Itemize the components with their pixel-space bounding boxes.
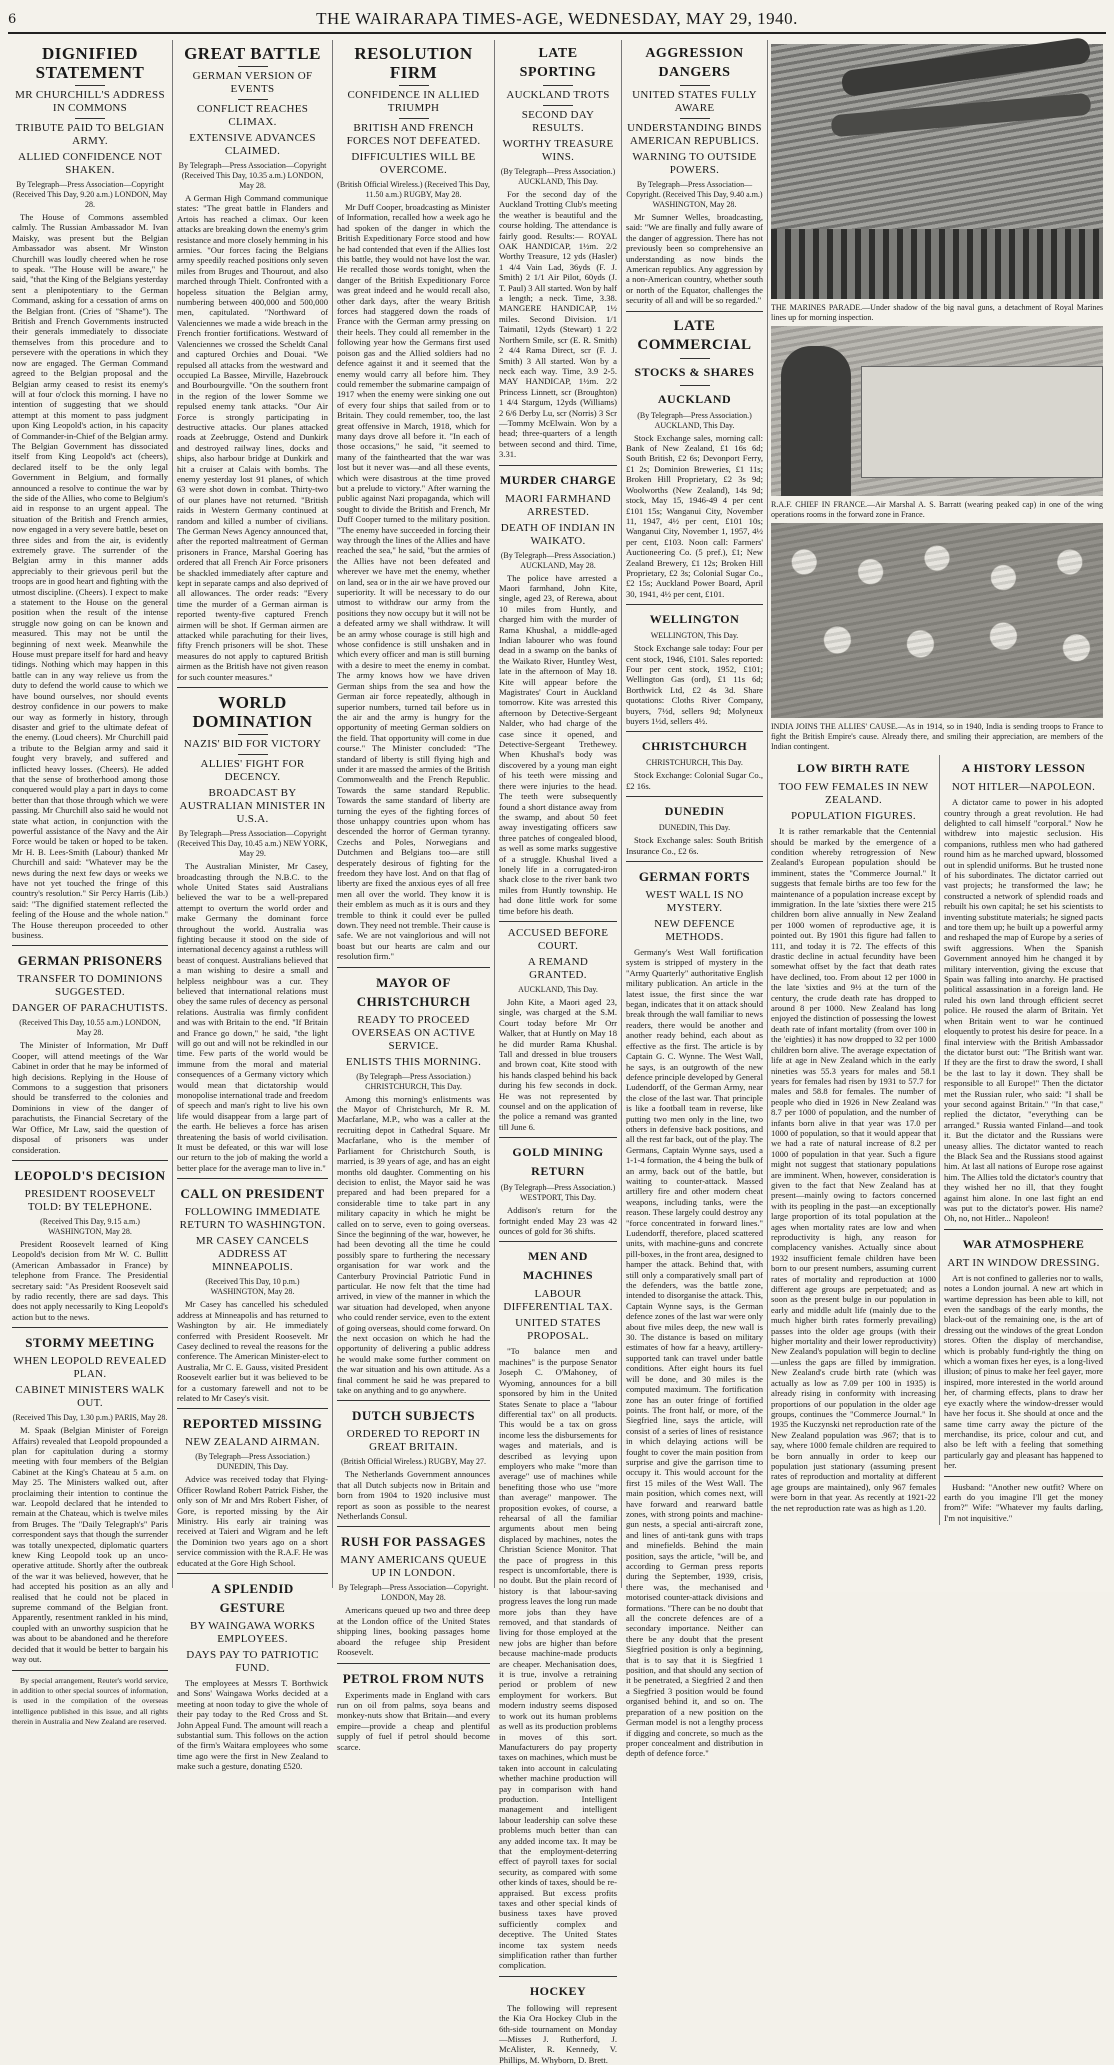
- subhead: ACCUSED BEFORE COURT.: [507, 926, 609, 952]
- subhead: CABINET MINISTERS WALK OUT.: [15, 1384, 165, 1410]
- article-body: John Kite, a Maori aged 23, single, was charged at the S.M. Court today before Mr Orr Walker, that at Huntly on May 18 he did murder Rama Khushal. Tall and dressed in blue trousers and brown coat, Kite stood with his hands clasped behind his back during his few seconds in dock. He was not represented by counsel and on the application of the police a remand was granted till June 6.: [499, 996, 617, 1132]
- headline-german-prisoners: GERMAN PRISONERS: [17, 953, 163, 969]
- headline-auckland: AUCKLAND: [657, 391, 732, 406]
- headline-aggression-dangers: AGGRESSION DANGERS: [645, 46, 744, 80]
- subhead: UNITED STATES FULLY AWARE: [632, 89, 757, 114]
- column-1: [8, 40, 173, 1727]
- subhead: EXTENSIVE ADVANCES CLAIMED.: [189, 132, 316, 157]
- headline-late-commercial: LATE COMMERCIAL: [637, 317, 752, 353]
- subhead: POPULATION FIGURES.: [791, 810, 916, 823]
- subhead: DAYS PAY TO PATRIOTIC FUND.: [186, 1649, 319, 1674]
- subhead: ENLISTS THIS MORNING.: [345, 1055, 482, 1068]
- article-body: Stock Exchange sales: South British Insurance Co., £2 6s.: [626, 835, 763, 856]
- subhead: MR CHURCHILL'S ADDRESS IN COMMONS: [15, 89, 165, 114]
- subhead: UNITED STATES PROPOSAL.: [515, 1317, 601, 1343]
- marines-parade-photo: [771, 44, 1103, 299]
- byline: (Received This Day, 9.15 a.m.) WASHINGTON, May 28.: [40, 1216, 140, 1236]
- subhead: ALLIED CONFIDENCE NOT SHAKEN.: [18, 151, 162, 176]
- raf-chief-photo: [771, 326, 1103, 496]
- article-body: Mr Casey has cancelled his scheduled address at Minneapolis and has returned to Washington by air. He immediately conferred with President Roosevelt. Mr Casey declined to reveal the reasons for the conference. The American Minister-elect to Australia, Mr C. E. Gauss, visited President Roosevelt earlier but it was believed to be for a customary farewell and not to be related to Mr Casey's visit.: [177, 1299, 328, 1403]
- byline: AUCKLAND, This Day.: [518, 984, 598, 994]
- column-2: [173, 40, 333, 1772]
- byline: WELLINGTON, This Day.: [650, 631, 739, 641]
- article-body: The police have arrested a Maori farmhand, John Kite, single, aged 23, of Rerewa, about 10 miles from Huntly, and charged him with the murder of Rama Khushal, a middle-aged Indian labourer who was found dead in a swamp on the banks of the Waikato River, Huntley West, late in the afternoon of May 18. Kite will appear before the Magistrates' Court in Auckland tomorrow. Kite was arrested this afternoon by Detective-Sergeant Nalder, who had charge of the case since it opened, and Detective-Sergeant Trethewey. When Khushal's body was discovered by a young man eight of his teeth were missing and there were injuries to the head. The teeth were subsequently found a short distance away from the swamp, and about 50 feet away investigating officers saw three patches of congealed blood, as well as some marks suggestive of a struggle. Khushal lived a lonely life in a corrugated-iron shack close to the river bank two miles from Huntly township. He had done little work for some time before his death.: [499, 572, 617, 916]
- article-body: M. Spaak (Belgian Minister of Foreign Affairs) revealed that Leopold propounded a plan for capitulation during a stormy meeting with four members of the Belgian Cabinet at the King's Chateau at 5 a.m. on May 25. The Ministers walked out, after proclaiming their intention to continue the war. Leopold declared that he intended to remain at the Chateau, which is twelve miles from Bruges. The "Daily Telegraph's" Paris correspondent says that though the surrender was totally unexpected, diplomatic quarters knew King Leopold took up an unco-operative attitude. Shortly after the outbreak of the war it was believed, however, that he had accepted his position as an ally and realised that he could not be placed in supreme command of the Belgian front. Apparently, resentment rankled in his mind, coupled with an unworthy suspicion that he was about to be abandoned and he therefore decided that it would be better to bargain his way out.: [12, 1425, 168, 1665]
- subhead: WORTHY TREASURE WINS.: [502, 138, 614, 163]
- article-body: The Netherlands Government announces that all Dutch subjects now in Britain and born from 1904 to 1920 inclusive must report as soon as possible to the nearest Netherlands Consul.: [337, 1469, 490, 1522]
- byline: (By Telegraph—Press Association.) AUCKLAND, May 28.: [500, 550, 616, 570]
- subhead: NOT HITLER—NAPOLEON.: [951, 781, 1096, 794]
- article-body: Addison's return for the fortnight ended May 23 was 42 ounces of gold for 36 shifts.: [499, 1205, 617, 1237]
- subhead: ART IN WINDOW DRESSING.: [947, 1256, 1100, 1269]
- byline: By Telegraph—Press Association—Copyright. LONDON, May 28.: [338, 1583, 489, 1603]
- reuters-notice: By special arrangement, Reuter's world service, in addition to other special sources of information, is used in the compilation of the overseas intelligence published in this issue, and all rights therein in Australia and New Zealand are reserved.: [12, 1675, 168, 1727]
- article-body: Americans queued up two and three deep at the London office of the United States shipping lines, booking passages home aboard the refugee ship President Roosevelt.: [337, 1605, 490, 1658]
- subhead: NEW ZEALAND AIRMAN.: [185, 1436, 320, 1449]
- subhead: BY WAINGAWA WORKS EMPLOYEES.: [189, 1620, 316, 1645]
- subhead: NEW DEFENCE METHODS.: [654, 918, 735, 944]
- subhead: A REMAND GRANTED.: [527, 955, 589, 981]
- subhead: WHEN LEOPOLD REVEALED PLAN.: [13, 1355, 167, 1381]
- byline: (By Telegraph—Press Association.) AUCKLAND, This Day.: [500, 167, 616, 186]
- byline: (Received This Day, 1.30 p.m.) PARIS, May 28.: [12, 1413, 168, 1423]
- article-body: Stock Exchange sale today: Four per cent stock, 1946, £101. Sales reported: Four per cent stock, 1952, £101; Wellington Gas (ord), £1 11s 6d; Borthwick Ltd, £2 4s 3d. Share quotations: Cloths River Company, buyers, 7½d, sellers 9d; Molyneux buyers 1½d, sellers 4½.: [626, 643, 763, 726]
- byline: By Telegraph—Press Association—Copyright. (Received This Day, 9.40 a.m.) WASHINGTON, May 28.: [626, 180, 763, 209]
- masthead: [8, 6, 1106, 34]
- article-body: For the second day of the Auckland Trotting Club's meeting the weather is beautiful and the course holding. The attendance is fairly good. Results:— ROYAL OAK HANDICAP, 1½m. 2/2 Worthy Treasure, 12 yds (Hasler) 1 4/4 Vain Lad, 36yds (F. J. Smith) 2 1/1 Air Pilot, 60yds (J. T. Paul) 3 All started. Won by half a length; a neck. Time, 3.38. MANGERE HANDICAP, 1½ miles. Second Division. 1/1 Taimatil, 12yds (Stewart) 1 2/2 Northern Smile, scr (E. R. Smith) 2 4/4 Rama Direct, scr (F. J. Smith) 3 All started. Won by a neck each way. Time, 3.9 2-5. MAY HANDICAP, 1½m. 2/2 Princess Linnett, scr (Broughton) 1 4/4 Stargum, 12yds (Williams) 2 6/6 Derby Lu, scr (Norris) 3 Scr—Tommy McElwain. Won by a head; three-quarters of a length between second and third. Time, 3.31.: [499, 189, 617, 460]
- headline-history-lesson: A HISTORY LESSON: [961, 761, 1086, 776]
- column-5: [622, 40, 768, 1759]
- joke-filler: Husband: "Another new outfit? Where on earth do you imagine I'll get the money from?" Wife: "Whatever my faults darling, I'm not inquisitive.": [943, 1481, 1103, 1523]
- subhead: NAZIS' BID FOR VICTORY: [183, 738, 322, 751]
- headline-late-sporting: LATE SPORTING: [519, 46, 597, 80]
- headline-world-domination: WORLD DOMINATION: [192, 693, 313, 732]
- headline-great-battle: GREAT BATTLE: [184, 44, 321, 63]
- subhead: BRITISH AND FRENCH FORCES NOT DEFEATED.: [346, 122, 481, 147]
- headline-hockey: HOCKEY: [529, 1983, 587, 1998]
- article-body: Stock Exchange sales, morning call: Bank of New Zealand, £1 16s 6d; South British, £2 6s; Devonport Ferry, £1 2s; Dominion Breweries, £1 11s; Broken Hill Proprietary, £2 3s 9d; Woolworths (New Zealand), 14s 9d; stock, May 15, 1946-49 4 per cent £101 15s; Wanganui City, November 11, 1947, 4½ per cent, £101 10s; Wanganui City, November 1, 1957, 4½ per cent, £103. Noon call: Farmers' Auctioneering Co. (5 pref.), £1; New Zealand Brewery, £1 12s; Broken Hill Proprietary, £2 3s; Colonial Sugar Co., £2 15s; Auckland Power Board, April 30, 1941, 4½ per cent, £101.: [626, 432, 763, 599]
- subhead: LABOUR DIFFERENTIAL TAX.: [503, 1288, 613, 1314]
- article-body: The employees at Messrs T. Borthwick and Sons' Waingawa Works decided at a meeting at noon today to give the whole of their pay today to the Red Cross and St. John Appeal Fund. The amount will reach a substantial sum. This follows on the action of the firm's Waitara employees who some time ago were the first in New Zealand to make such a gesture, donating £520.: [177, 1678, 328, 1772]
- subhead: ORDERED TO REPORT IN GREAT BRITAIN.: [346, 1428, 481, 1454]
- article-body: "To balance men and machines" is the purpose Senator Joseph C. O'Mahoney, of Wyoming, announces for a bill sponsored by him in the United States Senate to place a "labour differential tax" on all products. This would be a tax on gross income less the disbursements for wages and materials, and is described as levying upon employers who make "more than average" use of machines while benefiting those who use "more than average" manpower. The proposition evokes, of course, a rehearsal of all the familiar arguments about men being displaced by machines, notes the Christian Science Monitor. That the pace of progress in this respect is uncomfortable, there is no doubt. But the plain record of history is that labour-saving progress leaves the long run made more jobs than they have removed, and that standards of living for those employed at the new jobs are higher than before because machine-made products are cheaper. Mechanisation does, it is true, involve a retraining period or problem of new employment for workers. But modern industry seems disposed to work out its human problems as well as its production problems in moves of this sort. Manufacturers do pay property taxes on machines, which must be taken into account in calculating whether machine production will pay in comparison with hand production. Intelligent management and intelligent labour leadership can solve these problems much better than can any added income tax. It may be that the employment-deterring effect of payroll taxes for social security, as compared with some other kinds of taxes, should be re-appraised. But excess profits taxes and other special kinds of business taxes have proved sufficiently complex and deceptive. The United States income tax system needs simplification rather than further complication.: [499, 1346, 617, 1971]
- subhead: FOLLOWING IMMEDIATE RETURN TO WASHINGTON.: [179, 1206, 326, 1232]
- subhead: CONFIDENCE IN ALLIED TRIUMPH: [347, 89, 480, 114]
- article-body: The Australian Minister, Mr Casey, broadcasting through the N.B.C. to the whole United States said Australians believed the war to be a well-prepared attempt to overturn the world order and make Germany the dominant force throughout the world. Australia was fighting because it stood on the side of international decency against a ruthless will beast of conquest. Australians believed that a man wishing to desire a small and helpless neighbour was a cur. They believed that international relations must obey the same rules of decency as personal relations. Australia was firmly confident and was with Britain to the end. "If Britain and France go down," he said, "the light will go out and will not be rekindled in our time. Few parts of the world would be immune from the moral and material consequences of a Germany victory which would mean that dictatorship would monopolise international trade and freedom of speech and man's right to live his own life would disappear from a large part of the earth. He believes a force has arisen threatening the basis of world civilisation. It must be defeated, or this war will lose our return to the job of making the world a better place for the average man to live in.": [177, 861, 328, 1173]
- subhead: MR CASEY CANCELS ADDRESS AT MINNEAPOLIS.: [195, 1235, 310, 1274]
- article-body: Mr Duff Cooper, broadcasting as Minister of Information, recalled how a week ago he had spoken of the danger in which the British Expeditionary Force stood and how he had contended that even if the Allies lost this battle, they would not have lost the war. He recalled those words tonight, when the danger of the British Expeditionary Force was great indeed and he would recall also, other dark days, after the weary British forces had staggered down the roads of France with the German army pressing on their heels. They could all remember in the following year how the Germans first used poison gas and the Allied soldiers had no defence against it and it seemed that the enemy would carry all before him. They could remember the submarine campaign of 1917 when the enemy were sinking one out of every four ships that sailed from or to Britain. They could remember, too, the last great offensive in March, 1918, which for many days drove all before it. "In each of those occasions," he said, "it seemed to many of the fainthearted that the war was lost but it never was—and all these events, which were disastrous at the time proved but a prelude to victory." After warning the public against Nazi propaganda, which will sought to divide the British and French, Mr Duff Cooper turned to the military position. "The enemy have succeeded in forcing their way through the lines of the Allies and have reached the sea," he said, "but the armies of the Allies have not been defeated and wherever we have met the enemy, whether on land, sea or in the air we have proved our superiority. It will be necessary to do our utmost to withdraw our army from the positions they now occupy but it will not be a defeated army we shall withdraw. It will be an army whose courage is still high and whose confidence is still unshaken and in which every officer and man is still burning with a desire to meet the enemy in combat. The army knows how we have driven German ships from the sea and how the German air force repeatedly, although in superior numbers, turned tail before us in the air and the army is hungry for the opportunity of meeting German soldiers on the field. That opportunity will come in due course." The Minister concluded: "The standard of liberty is still flying high and under it are massed the armies of the British Commonwealth and the French Republic. Towards the same standard Republic. Towards the same standard of liberty are turning the eyes of the fighting forces of those unhappy countries upon whom has descended the horror of German tyranny. Czechs and Poles, Norwegians and Dutchmen and Belgians too—are still desperately desirous of fighting for the freedom they have lost. And on that flag of liberty are fixed the anxious eyes of all free men all over the world. They know it is their emblem as much as it is ours and they tremble to think it could ever be pulled down. They need not tremble. Their cause is safe. We are not vainglorious and will not boast but our hearts are calm and our resolution firm.": [337, 202, 490, 962]
- headline-call-on-president: CALL ON PRESIDENT: [180, 1186, 325, 1202]
- article-body: The House of Commons assembled calmly. The Russian Ambassador M. Ivan Maisky, was present but the Belgian Ambassador was absent. Mr Winston Churchill was loudly cheered when he rose to speak. "The House will be aware," he said, "that the King of the Belgians yesterday sent a plenipotentiary to the German Command, asking for a cessation of arms on the Belgian front. (Cries of "Shame"). The British and French Governments instructed their generals immediately to dissociate themselves from this procedure and to persevere with the operations in which they now are engaged. The German Command agreed to the Belgian proposal and the Belgian army ceased to resist its enemy's will at four o'clock this morning. I have no intention of suggesting that we should attempt at this moment to pass judgment upon King Leopold's action, in his capacity of Commander-in-Chief of the Belgian army. The Belgian Government has dissociated itself from King Leopold's act (cheers), declared itself to be the only legal Government in Belgium, and formally announced a resolve to continue the war by the side of the Allies, who come to Belgium's aid in response to an urgent appeal. The situation of the British and French armies, now engaged in a very severe battle, beset on three sides and from the air, is evidently extremely grave. The surrender of the Belgian army in this manner adds appreciably to their grievous peril but the troops are in good heart and fighting with the utmost discipline. (Cheers). I expect to make a statement to the House on the general position when the result of the intense struggle now going on can be known and measured. This may not be until the beginning of next week. Meanwhile the House must prepare itself for hard and heavy tidings. Nothing which may happen in this battle can in any way relieve us from the duty to defend the world cause to which we have bound ourselves, nor should events destroy confidence in our powers to make our way as formerly in history, through disaster and grief to the ultimate defeat of the enemy. (Loud cheers). Mr Churchill paid a tribute to the Belgian army and said it fought very bravely, and suffered and inflicted heavy losses. (Cheers). He added that the sense of brotherhood among those conquered would play a part in days to come better than that those through which we were passing. Mr Churchill also said he would not state what action, in conjunction with the powerful assistance of the Navy and the Air Force would be taken or hoped to be taken. Mr H. B. Lees-Smith (Labour) thanked Mr Churchill and said: "Whatever may be the news during the next few days or weeks we have not yet touched the fringe of this country's resolution." Sir Percy Harris (Lib.) said: "The dignified statement reflected the feeling of the House and the whole nation." The House thereupon proceeded to other business.: [12, 212, 168, 941]
- article-body: Stock Exchange: Colonial Sugar Co., £2 16s.: [626, 770, 763, 791]
- headline-stormy-meeting: STORMY MEETING: [25, 1335, 155, 1351]
- headline-leopolds-decision: LEOPOLD'S DECISION: [14, 1167, 166, 1183]
- article-body: Experiments made in England with cars run on oil from palms, soya beans and monkey-nuts show that Britain—and every empire—provide a cheap and plentiful supply of fuel if petrol should become scarce.: [337, 1689, 490, 1752]
- headline-rush-for-passages: RUSH FOR PASSAGES: [341, 1534, 486, 1550]
- headline-gold-mining-return: GOLD MINING RETURN: [512, 1145, 604, 1179]
- photo-caption: THE MARINES PARADE.—Under shadow of the big naval guns, a detachment of Royal Marines lines up for morning inspection.: [771, 303, 1103, 322]
- subhead: DEATH OF INDIAN IN WAIKATO.: [500, 521, 616, 547]
- article-body: A German High Command communique states: "The great battle in Flanders and Artois has reached a climax. Our keen attacks are breaking down the enemy's grim resistance and more closely hemming in his armies. "Our forces facing the Belgians army speedily reached positions only seven miles from Bruges and Thourout, and also marched through Thielt. Confronted with a hopeless situation the Belgian army, numbering between 400,000 and 500,000 men, capitulated. "Northward of Valenciennes we made a wide breach in the French frontier fortifications. Westward of Valenciennes we crossed the Scheldt Canal and captured Orchies and Douai. "We repulsed all attacks from the westward and occupied La Bassee, Mirville, Hazebrouck and Bourbourgville. "On the southern front in the region of the lower Somme we repulsed enemy tank attacks. "Our Air Force is strongly participating in destructive attacks. Our planes attacked roads at Zeebrugge, Ostend and Dunkirk and destroyed railway lines, docks and ships, also harbour bridge at Dunkirk and hit a cruiser at Calais with bombs. The enemy yesterday lost 91 planes, of which 63 were shot down in combat. Thirty-two of our planes have not returned. "British raids in Western Germany continued at random and killed a number of civilians. The German News Agency announced that, after the reported maltreatment of German prisoners in France, Marshal Goering has ordered that all French Air Force prisoners be shackled immediately after capture and kept in separate camps and also deprived of all allowances. The order reads: "Every time the murder of a German airman is reported twenty-five captured French airmen will be shot. If German airmen are attacked while parachuting for their lives, fifty French prisoners will be shot. These measures do not apply to captured British airmen as the British have not given reason for such counter measures.": [177, 193, 328, 682]
- subhead: MANY AMERICANS QUEUE UP IN LONDON.: [340, 1554, 487, 1580]
- column-4: [495, 40, 622, 2065]
- headline-resolution-firm: RESOLUTION FIRM: [354, 44, 473, 82]
- headline-stocks-shares: STOCKS & SHARES: [634, 364, 755, 379]
- article-body: Advice was received today that Flying-Officer Rowland Robert Patrick Fisher, the only son of Mr and Mrs Robert Fisher, of Gore, is reported missing by the Air Ministry. His early air training was received at Taieri and Wigram and he left the Dominion two years ago on a short service commission with the R.A.F. He was educated at the Gore High School.: [177, 1474, 328, 1568]
- article-body: President Roosevelt learned of King Leopold's decision from Mr W. C. Bullitt (American Ambassador in France) by telephone from France. The Presidential secretary said: "As President Roosevelt said by radio recently, there are sad days. This does not apply necessarily to King Leopold's action but to the news.: [12, 1238, 168, 1322]
- byline: By Telegraph—Press Association—Copyright (Received This Day, 10.45 a.m.) NEW YORK, May 29.: [177, 829, 328, 859]
- photo-caption: INDIA JOINS THE ALLIES' CAUSE.—As in 1914, so in 1940, India is sending troops to France to fight the British Empire's cause. Already there, and smiling their appreciation, are members of the Indian contingent.: [771, 722, 1103, 751]
- headline-petrol-from-nuts: PETROL FROM NUTS: [342, 1670, 485, 1686]
- subcolumn-history-lesson: [944, 755, 1103, 1525]
- byline: CHRISTCHURCH, This Day.: [646, 758, 743, 768]
- subhead: AUCKLAND TROTS: [506, 89, 610, 101]
- article-body: A dictator came to power in his adopted country through a great revolution. He had delighted to call himself "corporal." Now he withdrew into majestic seclusion. His companions, ruthless men who had gathered round him as he marched upward, blossomed out in splendid uniforms. But he trusted none of his subordinates. The dictator carried out vast projects; he transformed the law; he constructed a network of splendid roads and rebuilt his own capital; he set his scientists to inventing substitute materials; he signed pacts and tore them up; he built up a powerful army and reshaped the map of Europe by a series of swift aggressions. When the Spanish Government annoyed him he changed it by military intervention, giving the excuse that Spain was falling into anarchy. He practised political assassination in a foreign land. He ruled his own land through efficient secret police. He roused the alarm of Britain. Yet when Britain went to war he continued eloquently to protest his desire for peace. In a final interview with the British Ambassador the dictator burst out: "The British want war. If they are the first to draw the sword, I shall be the last to lay it down. They shall be responsible to all Europe!" Then the dictator met the Russian ruler, who said: "I shall be your second against Britain." "In that case," replied the dictator, "everything can be arranged." Russia wanted Finland—and took it. But the dictator and the Russians were uneasy allies. The dictator wanted to reach the Black Sea and the Russians stood against him. At last all nations of Europe rose against him. The Allies told the dictator's country that they wished her no ill, that they fought against him alone. In one last fight an end was put to the dictator's power. His name? Oh, no, not Hitler... Napoleon!: [943, 797, 1103, 1224]
- headline-splendid-gesture: A SPLENDID GESTURE: [211, 1581, 294, 1615]
- newspaper-title: THE WAIRARAPA TIMES-AGE, WEDNESDAY, MAY 29, 1940.: [316, 9, 798, 28]
- article-body: Mr Sumner Welles, broadcasting, said: "We are finally and fully aware of the danger of aggression. There has not previously been so comprehensive an understanding as now binds the American republics. Any aggression by a non-American country, whether south or north of the Equator, challenges the security of all and will be so regarded.": [626, 212, 763, 306]
- subhead: TRANSFER TO DOMINIONS SUGGESTED.: [17, 973, 163, 999]
- headline-men-and-machines: MEN AND MACHINES: [522, 1249, 593, 1283]
- article-body: Germany's West Wall fortification system is stripped of mystery in the "Army Quarterly" authoritative English military publication. An article in the latest issue, the first since the war began, indicates that it on attack should break through the wall familiar to news readers, there would be another and another ready behind, each about as effective as the first. The article is by Captain G. C. Wynne. The West Wall, he says, is an outgrowth of the new defence principle developed by General Ludendorff, of the German Army, near the close of the last war. That principle is like a football team in reverse, like putting two men only in the line, two others in defensive back positions, and all the rest far back, out of the play. The Germans, Captain Wynne says, used a 1-1-4 formation, the 4 being the bulk of an army, back out of the battle, but waiting to counter-attack. Massed artillery fire and other modern cheat weapons, including tanks, were the reason. These largely could destroy any "force concentrated in forward lines." Ludendorff, therefore, placed scattered units, with machine-guns and concrete pill-boxes, in the front area, designed to hamper the attack. Behind that, with still only a comparatively small part of the defenders, was the battle zone, intended to disorganise the attack. This, Captain Wynne says, is the German defence zones of the last war were only about five miles deep, the new wall is 30. The distance is based on military estimates of how far a heavy, artillery-supported tank can travel under battle conditions. After eight hours its fuel will be done, and 30 miles is the computed maximum. The fortification zone has an outer fringe of fortified points. The front half, or more, of the Siegfried line, says the article, will consist of a series of lines of resistance in which delaying actions will be fought to cover the main position from surprise and give the garrison time to occupy it. This would account for the first 15 miles of the West Wall. The main position, which comes next, will have forward and rearward battle zones, with strong points and machine-gun nests, a special anti-aircraft zone, and lines of anti-tank guns with traps and minefields. Behind the main position, says the article, "will be, and according to German press reports during the September, 1939, crisis, there was, the mechanised and motorised counter-attack divisions and formations. "There can be no doubt that all the concrete defences are of a secondary importance. Neither can there be any doubt that the present Siegfried position is only a beginning, that is to say that it is Siegfried 1 position, and that should any section of it be penetrated, a Siegfried 2 and then a Siegfried 3 position would be found organised behind it, and so on. The preparation of a new position on the German model is not a lengthy process if digging and concrete, so much as the proper concealment and distribution in depth of defence force.": [626, 947, 763, 1759]
- subhead: TOO FEW FEMALES IN NEW ZEALAND.: [778, 781, 929, 807]
- subcolumn-birth-rate: [771, 755, 940, 1525]
- byline: (Received This Day, 10 p.m.) WASHINGTON, May 28.: [205, 1277, 300, 1297]
- headline-dutch-subjects: DUTCH SUBJECTS: [352, 1408, 475, 1424]
- byline: (By Telegraph—Press Association.) AUCKLAND, This Day.: [637, 410, 752, 430]
- subhead: GERMAN VERSION OF EVENTS: [192, 70, 313, 95]
- byline: (British Official Wireless.) RUGBY, May 27.: [341, 1457, 486, 1467]
- subhead: ALLIES' FIGHT FOR DECENCY.: [200, 758, 305, 784]
- headline-low-birth-rate: LOW BIRTH RATE: [797, 761, 910, 776]
- subhead: PRESIDENT ROOSEVELT TOLD: BY TELEPHONE.: [24, 1187, 156, 1213]
- headline-dignified-statement: DIGNIFIED STATEMENT: [35, 44, 145, 82]
- headline-war-atmosphere: WAR ATMOSPHERE: [962, 1236, 1085, 1251]
- byline: By Telegraph—Press Association—Copyright (Received This Day, 10.35 a.m.) LONDON, May 28.: [178, 161, 327, 190]
- subhead: DIFFICULTIES WILL BE OVERCOME.: [351, 151, 476, 176]
- byline: (Received This Day, 10.55 a.m.) LONDON, May 28.: [19, 1018, 161, 1038]
- article-body: Art is not confined to galleries nor to walls, notes a London journal. A new art which in wartime depression has been able to kill, not even the sandbags of the early months, the black-out of the remaining one, is the art of dressing out the windows of the great London stores. Often the display of merchandise, which is probably fund-rightly the thing on which a woman fixes her eyes, is a long-lived illusion; of pinus to make her feel gayer, more inspired, more interested in the world around her, of charming effects, plans to draw her eye exactly where the window-dresser would have her focus it. She should at once and the same time carry away the picture of the merchandise, its price, colour and cut, and also be left with a feeling that something particularly gay and pleasant has happened to her.: [943, 1272, 1103, 1471]
- subhead: SECOND DAY RESULTS.: [521, 109, 595, 134]
- subhead: CONFLICT REACHES CLIMAX.: [196, 103, 309, 128]
- byline: (British Official Wireless.) (Received This Day, 11.50 a.m.) RUGBY, May 28.: [337, 180, 490, 199]
- lower-subcolumns: [771, 755, 1103, 1525]
- subhead: TRIBUTE PAID TO BELGIAN ARMY.: [15, 122, 165, 147]
- photo-caption: R.A.F. CHIEF IN FRANCE.—Air Marshal A. S. Barratt (wearing peaked cap) in one of the wing operations rooms in the forward zone in France.: [771, 500, 1103, 519]
- byline: (By Telegraph—Press Association.) DUNEDIN, This Day.: [195, 1452, 310, 1472]
- byline: DUNEDIN, This Day.: [658, 823, 731, 833]
- subhead: UNDERSTANDING BINDS AMERICAN REPUBLICS.: [627, 122, 762, 147]
- headline-wellington: WELLINGTON: [649, 612, 740, 627]
- column-3: [333, 40, 495, 1752]
- subhead: WEST WALL IS NO MYSTERY.: [645, 889, 744, 915]
- article-body: The following will represent the Kia Ora Hockey Club in the 6th-side tournament on Monday—Misses J. Rutherford, J. McAlister, R. Kennedy, V. Phillips, M. Whyborn, D. Brett.: [499, 2002, 617, 2065]
- headline-dunedin: DUNEDIN: [664, 804, 725, 819]
- article-body: The Minister of Information, Mr Duff Cooper, will attend meetings of the War Cabinet in order that he may be informed of high decisions. Replying in the House of Commons to a suggestion that prisoners should be transferred to the colonies and Dominions in view of the danger of parachutists, the Financial Secretary of the War Office, Mr Law, said the question of disposal of prisoners was under consideration.: [12, 1040, 168, 1155]
- headline-murder-charge: MURDER CHARGE: [499, 472, 617, 487]
- page-number: 6: [8, 11, 17, 27]
- india-troops-photo: [771, 523, 1103, 718]
- headline-mayor-of-christchurch: MAYOR OF CHRISTCHURCH: [356, 974, 471, 1009]
- subhead: MAORI FARMHAND ARRESTED.: [505, 492, 611, 518]
- subhead: DANGER OF PARACHUTISTS.: [12, 1002, 168, 1015]
- headline-german-forts: GERMAN FORTS: [638, 869, 751, 885]
- article-body: It is rather remarkable that the Centennial should be marked by the emergence of a condition whereby retrogression of New Zealand's European population should be imminent, states the "Commerce Journal." It suggests that female births are too few for the maintenance of a population increase except by immigration. In the late 'sixties there were 215 children born alive annually in New Zealand per 1000 women of reproductive age, it is pointed out. By 1901 this figure had fallen to 111, and today it is 72. The effects of this drastic decline in actual fecundity have been somewhat offset by the fact that death rates have declined, too. From about 12 per 1000 in the late 'sixties and 9½ at the turn of the century, the crude death rate has dropped to around 8 per 1000. New Zealand has long enjoyed the distinction of possessing the lowest death rate of infant mortality (from over 100 in the 'eighties) it has now dropped to 32 per 1000 children born alive. The average expectation of life at age in New Zealand which in the early nineties was 55.3 years for males and 58.1 years for females had risen by 1931 to 57.7 for males and 58.8 for females. The number of people who died in 1926 in New Zealand was 8.7 per 1000 of population, and the number of infants born alive in that year was 17.0 per 1000 of population, so that it would appear that we had a rate of natural increase of 8.2 per 1000 of population in that year. Such a figure might not suggest that stationary populations are imminent. When, however, consideration is given to the fact that New Zealand has at present—mainly owing to factors concerned with its peopling in the past—an exceptionally large proportion of its total population at the ages when mortality rates are low and when reproductivity is high, any reason for complacency vanishes. Actually since about 1932 insufficient female children have been born to our present numbers, assuming current rates of mortality and reproduction at 1000 different age groups are perpetuated; and as soon as the present bulge in our population in early and middle adult life (mainly due to the much higher birth rates formerly prevailing) passes into the older age groups (with their higher mortality and their lower reproductivity) New Zealand's population will begin to decline—unless the gaps are filled by immigration. New Zealand's crude birth rate (which was actually as low as 7.09 per 100 in 1935) is already rising in conformity with increasing proportions of our population in the older age groups, continues the "Commerce Journal." In 1935 the Kuczynski net reproduction rate of the New Zealand population was .967; that is to say, where 1000 female children are required to be born annually in order to keep our population just stationary (assuming present rates of reproduction and mortality at different age groups are maintained), only 967 females were born in that year. As recently at 1921-22 the net reproduction rate was as high as 1.20.: [771, 826, 936, 1513]
- subhead: WARNING TO OUTSIDE POWERS.: [632, 151, 757, 176]
- article-body: Among this morning's enlistments was the Mayor of Christchurch, Mr R. M. Macfarlane, M.P., who was a caller at the recruiting depot in Cathedral Square. Mr Macfarlane, who is the member of Parliament for Christchurch South, is married, is 39 years of age, and has an eight months old daughter. Commenting on his decision to enlist, the Mayor said he was prepared and had been prepared for a considerable time to take part in any military capacity in which he might be called on to serve, even to going overseas. Since the beginning of the war, however, he had been devoting all the time he could possibly spare to furthering the necessary organisation for war work and the Canterbury Provincial Patriotic Fund in particular. He now felt that the time had arrived, in view of the manner in which the war situation had developed, when anyone who could render service, even to the extent of going overseas, should come forward. On the next occasion on which he had the opportunity of delivering a public address he would make some further comment on the war situation and his own attitude. As a final comment he said he was prepared to take on anything and to go anywhere.: [337, 1093, 490, 1396]
- byline: (By Telegraph—Press Association.) CHRISTCHURCH, This Day.: [356, 1071, 471, 1091]
- headline-reported-missing: REPORTED MISSING: [182, 1416, 323, 1432]
- headline-christchurch: CHRISTCHURCH: [641, 739, 748, 754]
- subhead: READY TO PROCEED OVERSEAS ON ACTIVE SERVICE.: [351, 1013, 476, 1052]
- subhead: BROADCAST BY AUSTRALIAN MINISTER IN U.S.A.: [179, 787, 326, 826]
- byline: By Telegraph—Press Association—Copyright (Received This Day, 9.20 a.m.) LONDON, May 28.: [12, 180, 168, 209]
- column-6: [768, 40, 1106, 1588]
- byline: (By Telegraph—Press Association.) WESTPORT, This Day.: [500, 1183, 616, 1203]
